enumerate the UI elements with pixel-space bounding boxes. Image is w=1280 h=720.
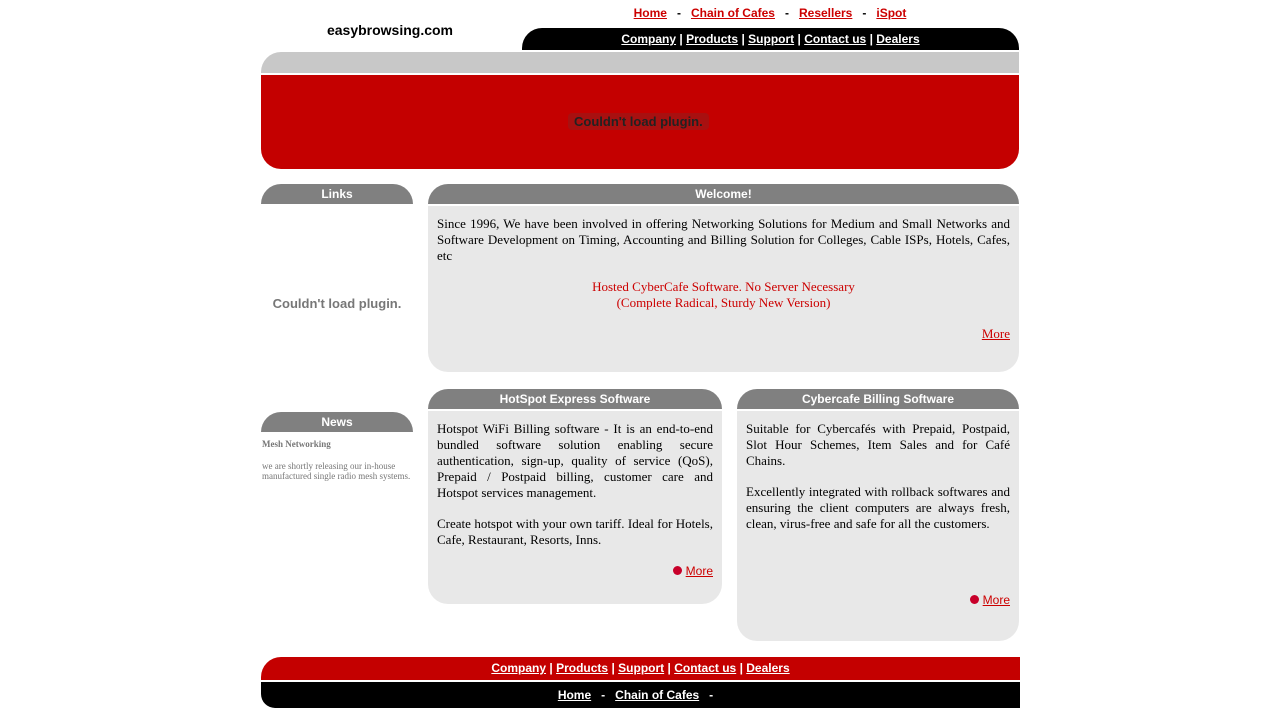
banner-plugin-error: Couldn't load plugin.	[568, 113, 709, 130]
banner	[261, 75, 1019, 169]
hotspot-text: Hotspot WiFi Billing software - It is an end-to-end bundled software solution enabling secure authentication, sign-up, quality of service (QoS), Prepaid / Postpaid billing, customer care and Hotspot services management.	[437, 421, 713, 500]
sep: |	[679, 32, 683, 46]
hotspot-header: HotSpot Express Software	[428, 389, 722, 409]
welcome-text: Since 1996, We have been involved in offering Networking Solutions for Medium and Small Networks and Software Development on Timing, Accounting and Billing Solution for Colleges, Cable ISPs, Hotels, Cafes, etc	[437, 216, 1010, 263]
cybercafe-header: Cybercafe Billing Software	[737, 389, 1019, 409]
sep: -	[601, 688, 606, 702]
link-home[interactable]: Home	[633, 6, 667, 20]
cybercafe-more-link[interactable]: More	[982, 593, 1010, 607]
footer-links	[261, 682, 1020, 708]
link-resellers[interactable]: Resellers	[798, 6, 853, 20]
welcome-highlight-2: (Complete Radical, Sturdy New Version)	[616, 295, 831, 310]
sep: |	[667, 661, 671, 675]
hotspot-text-2: Create hotspot with your own tariff. Ideal for Hotels, Cafe, Restaurant, Resorts, Inns.	[437, 516, 713, 547]
sep: |	[739, 661, 743, 675]
sep: |	[741, 32, 745, 46]
main-nav	[522, 28, 1019, 50]
news-headline: Mesh Networking	[262, 439, 331, 449]
nav-dealers[interactable]: Dealers	[876, 32, 920, 46]
news-header: News	[261, 412, 413, 432]
footer-products[interactable]: Products	[556, 661, 609, 675]
sep: |	[611, 661, 615, 675]
link-ispot[interactable]: iSpot	[876, 6, 907, 20]
footer-nav	[261, 657, 1020, 680]
links-plugin-error: Couldn't load plugin.	[272, 296, 402, 311]
sep: -	[709, 688, 714, 702]
footer-company[interactable]: Company	[491, 661, 547, 675]
welcome-more-link[interactable]: More	[981, 326, 1010, 341]
sep: -	[676, 6, 681, 20]
news-text: we are shortly releasing our in-house manufactured single radio mesh systems.	[262, 461, 411, 481]
nav-company[interactable]: Company	[621, 32, 677, 46]
welcome-panel	[428, 206, 1019, 372]
sep: -	[862, 6, 867, 20]
nav-products[interactable]: Products	[686, 32, 739, 46]
welcome-highlight: Hosted CyberCafe Software. No Server Necessary	[592, 279, 855, 294]
links-header: Links	[261, 184, 413, 204]
welcome-header: Welcome!	[428, 184, 1019, 204]
cybercafe-text: Suitable for Cybercafés with Prepaid, Postpaid, Slot Hour Schemes, Item Sales and for Café Chains.	[746, 421, 1010, 468]
footer-home[interactable]: Home	[557, 688, 592, 702]
hotspot-panel	[428, 411, 722, 604]
sep: |	[869, 32, 873, 46]
bullet-icon	[673, 566, 682, 575]
footer-support[interactable]: Support	[618, 661, 665, 675]
top-links	[522, 6, 1018, 20]
footer-dealers[interactable]: Dealers	[746, 661, 790, 675]
decorative-bar	[261, 52, 1019, 73]
link-chain-of-cafes[interactable]: Chain of Cafes	[690, 6, 775, 20]
cybercafe-text-2: Excellently integrated with rollback softwares and ensuring the client computers are always fresh, clean, virus-free and safe for all the customers.	[746, 484, 1010, 531]
site-logo: easybrowsing.com	[326, 22, 454, 38]
bullet-icon	[970, 595, 979, 604]
sep: |	[797, 32, 801, 46]
nav-contact[interactable]: Contact us	[804, 32, 867, 46]
cybercafe-panel	[737, 411, 1019, 641]
sep: |	[549, 661, 553, 675]
hotspot-more-link[interactable]: More	[685, 564, 713, 578]
nav-support[interactable]: Support	[748, 32, 795, 46]
sep: -	[784, 6, 789, 20]
footer-contact[interactable]: Contact us	[674, 661, 737, 675]
footer-chain-of-cafes[interactable]: Chain of Cafes	[615, 688, 700, 702]
